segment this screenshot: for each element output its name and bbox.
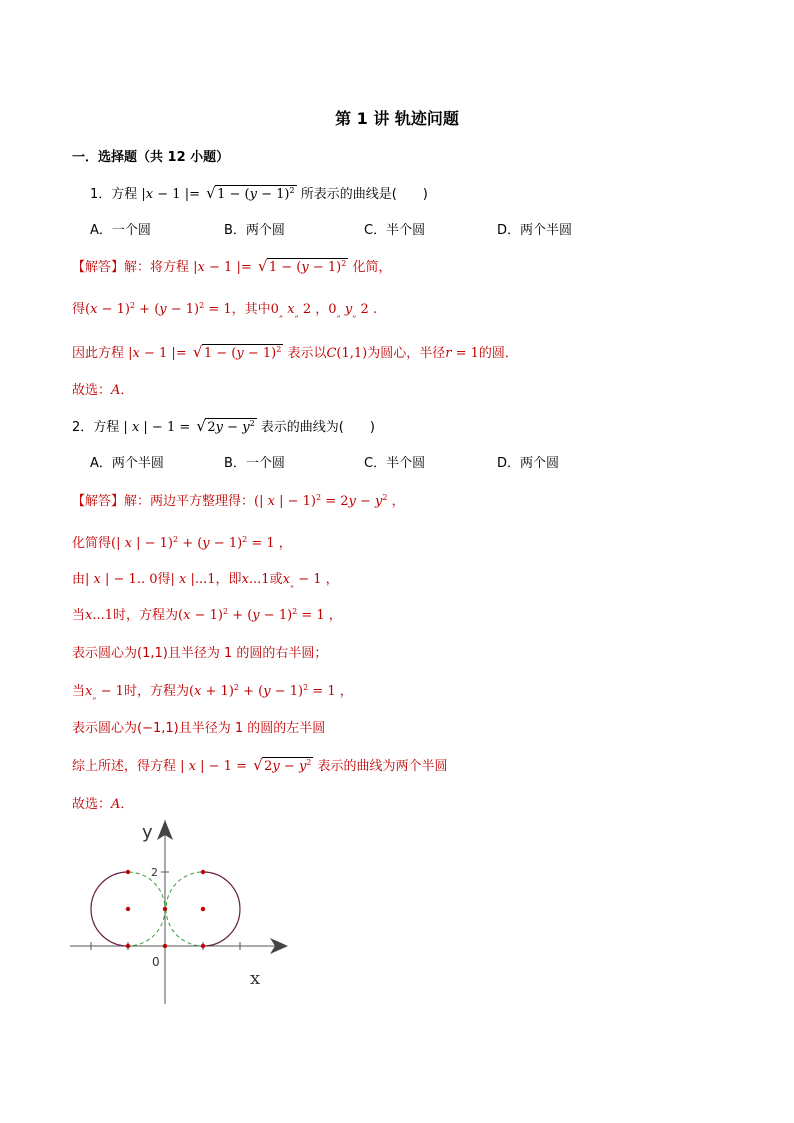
q1-suffix: 所表示的曲线是( ): [300, 187, 428, 202]
point: [163, 907, 167, 911]
q1-option-c: C．半个圆: [364, 223, 426, 238]
point: [201, 870, 205, 874]
figure-two-semicircles: [66, 814, 296, 1010]
answer-2-line-6: 当$x_„ - 1$时，方程为$(x + 1)^2 + (y - 1)^2 = 1$ ，: [72, 683, 353, 701]
origin-label: 0: [152, 955, 160, 969]
point: [201, 944, 205, 948]
answer-2-line-7: 表示圆心为(−1,1)且半径为 1 的圆的左半圆: [72, 721, 326, 736]
page-title: 第 1 讲 轨迹问题: [335, 109, 459, 128]
point: [126, 870, 130, 874]
answer-2-line-2: 化简得(| x | − $1)^2 + (y - 1)^2 = 1$ ，: [72, 535, 292, 551]
section-heading: 一．选择题（共 12 小题）: [72, 150, 230, 165]
point: [201, 907, 205, 911]
answer-1-line-1: 【解答】解：将方程 |x − 1 |= √ $1 - (y - 1)^2$ 化简，: [72, 257, 392, 275]
q2-option-a: A．两个半圆: [90, 456, 164, 471]
answer-1-line-3: 因此方程 |x − 1 |= √ $1 - (y - 1)^2$ 表示以C(1,1)为圆心，半径r = 1的圆．: [72, 343, 518, 361]
q2-option-c: C．半个圆: [364, 456, 426, 471]
answer-2-line-4: 当x...1时，方程为$(x - 1)^2 + (y - 1)^2 = 1$ ，: [72, 607, 342, 623]
answer-label: 【解答】: [72, 260, 125, 275]
point: [126, 907, 130, 911]
q2-option-d: D．两个圆: [497, 456, 560, 471]
q1-prefix: 1．方程: [90, 187, 138, 202]
left-semicircle: [91, 872, 128, 946]
q1-option-b: B．两个圆: [224, 223, 285, 238]
answer-2-line-8: 综上所述，得方程 | x | − 1 = √ $2y - y^2$ 表示的曲线为两个半圆: [72, 756, 448, 774]
point: [163, 944, 167, 948]
q2-option-b: B．一个圆: [224, 456, 285, 471]
answer-label: 【解答】: [72, 494, 125, 509]
point: [126, 944, 130, 948]
answer-2-conclusion: 故选：A．: [72, 797, 134, 812]
y-tick-label: 2: [151, 866, 158, 879]
x-axis-label: x: [250, 968, 261, 989]
question-2: 2．方程 | x | − 1 = √ $2y - y^2$ 表示的曲线为( ): [72, 417, 375, 435]
question-1: 1．方程 |x − 1 |= √ $1 - (y - 1)^2$ 所表示的曲线是( ): [90, 184, 428, 202]
right-semicircle: [203, 872, 240, 946]
y-axis-label: y: [142, 822, 153, 843]
answer-2-line-1: 【解答】解：两边平方整理得：(| x | − $1)^2 = 2y - y^2$ ，: [72, 493, 405, 509]
answer-2-line-5: 表示圆心为(1,1)且半径为 1 的圆的右半圆；: [72, 646, 328, 661]
q1-option-d: D．两个半圆: [497, 223, 573, 238]
answer-1-conclusion: 故选：A．: [72, 383, 134, 398]
answer-1-line-2: 得$(x - 1)^2 + (y - 1)^2 = 1$，其中$0_„$ $x_„$ 2 ，$0_„$ $y_„$ 2 .: [72, 301, 378, 319]
answer-2-line-3: 由| x | − 1.. 0得| x |...1，即x...1或$x_„ - 1$ ，: [72, 572, 339, 589]
q1-option-a: A．一个圆: [90, 223, 151, 238]
